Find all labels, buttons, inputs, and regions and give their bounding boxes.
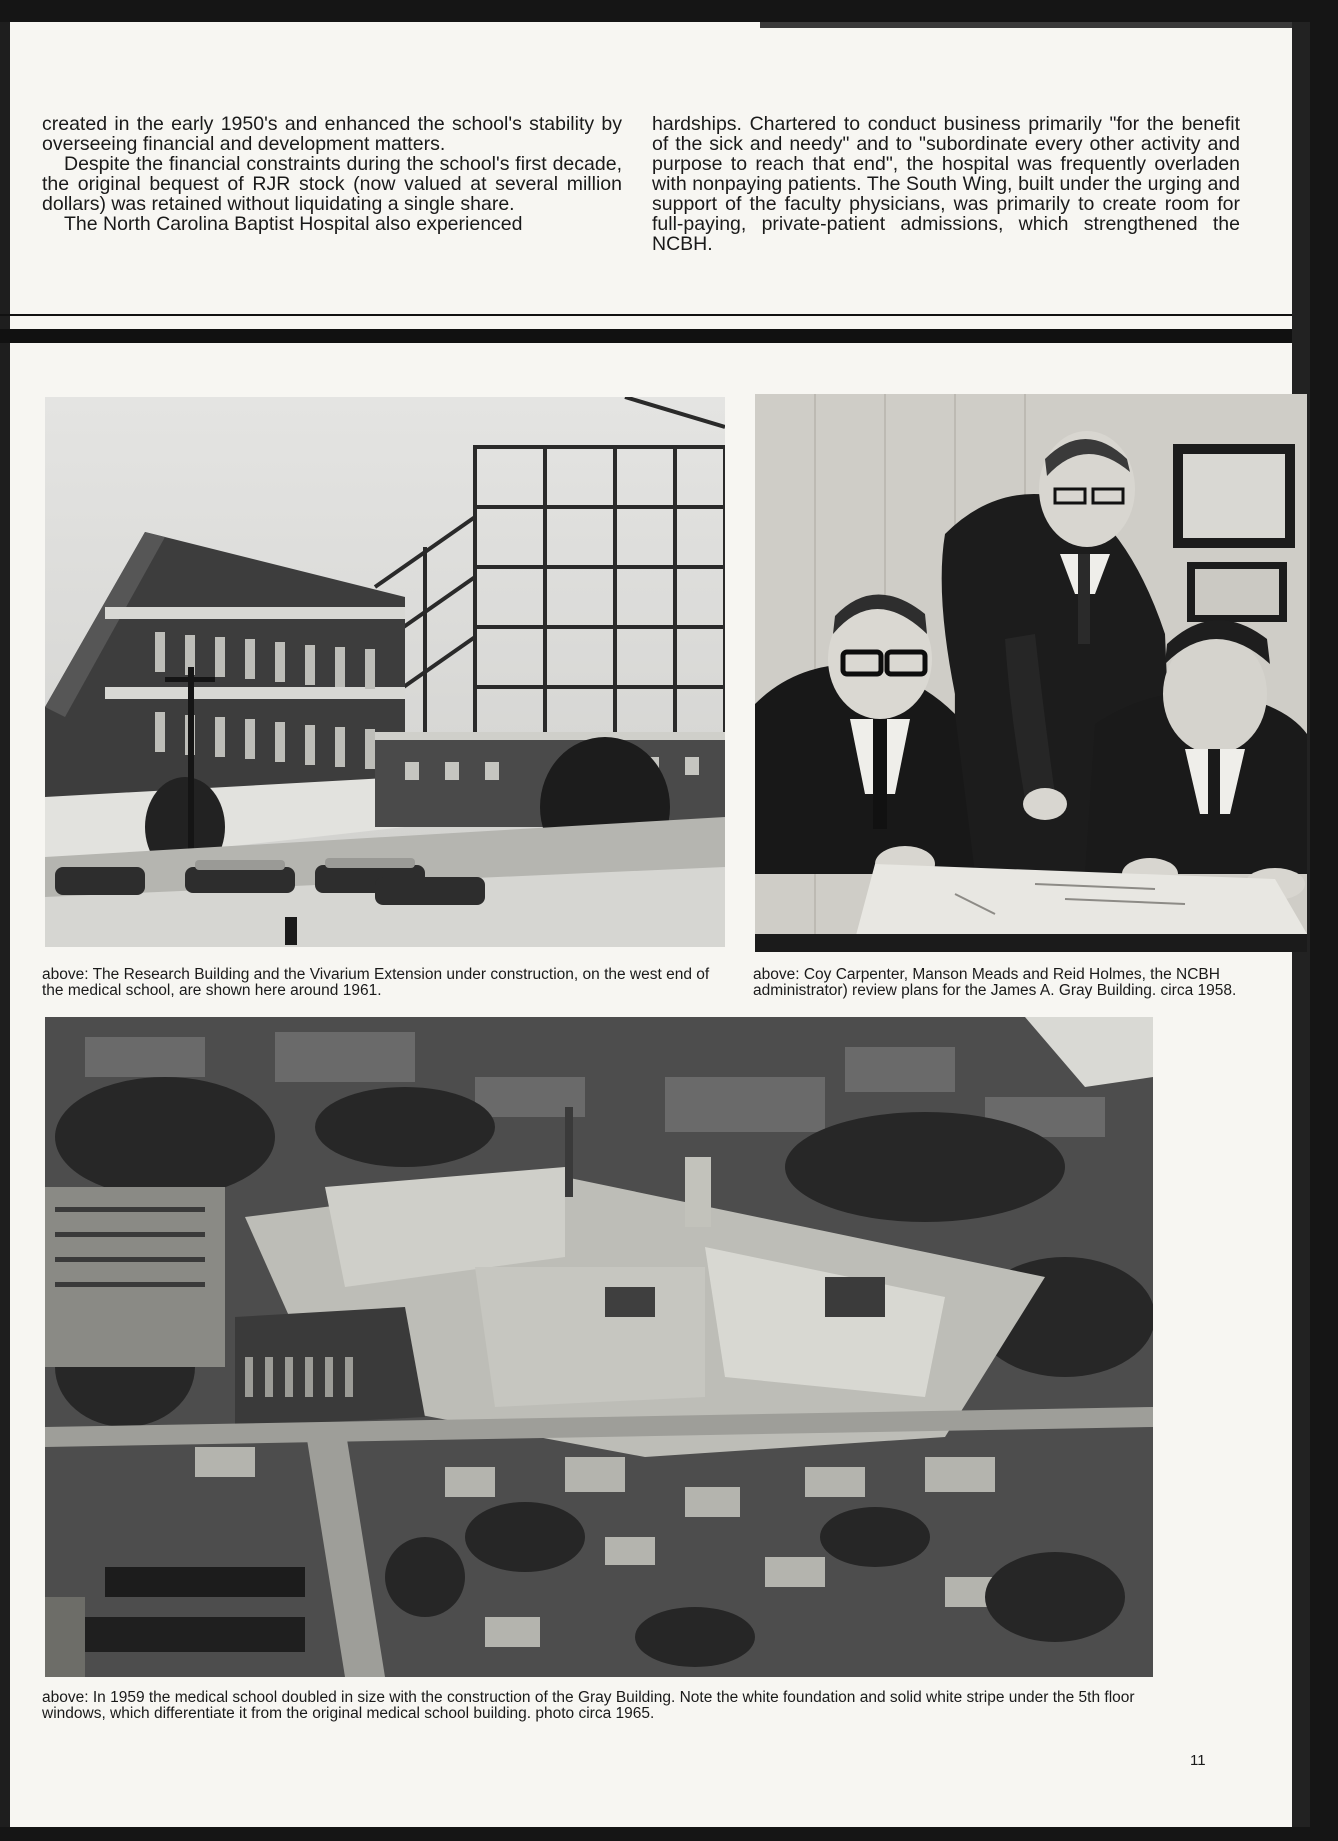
divider-bar	[0, 329, 1292, 343]
caption-research-building: above: The Research Building and the Vivarium Extension under construction, on the west end of the medical school, are shown here around 1961.	[42, 966, 710, 999]
construction-photo-illustration	[45, 397, 725, 947]
caption-aerial-view: above: In 1959 the medical school doubled in size with the construction of the Gray Building. Note the white foundation and solid white stripe under the 5th floor windows, which differentiate it from the original medical school building. photo circa 1965.	[42, 1689, 1135, 1722]
aerial-photo-illustration	[45, 1017, 1153, 1677]
paragraph: created in the early 1950's and enhanced the school's stability by overseeing financial and development matters.	[42, 113, 622, 155]
page-top-edge	[760, 22, 1310, 28]
photo-aerial-view	[45, 1017, 1153, 1677]
page-number: 11	[1190, 1752, 1206, 1769]
left-text-column	[42, 114, 622, 234]
paragraph: Despite the financial constraints during the school's first decade, the original bequest of RJR stock (now valued at several million dollars) was retained without liquidating a single share.	[42, 153, 622, 215]
divider-rule	[0, 314, 1292, 316]
right-text-column	[652, 114, 1240, 254]
caption-administrators: above: Coy Carpenter, Manson Meads and Reid Holmes, the NCBH administrator) review plans for the James A. Gray Building. circa 1958.	[753, 966, 1237, 999]
page-left-edge	[0, 22, 10, 1827]
paragraph: hardships. Chartered to conduct business primarily "for the benefit of the sick and needy" and to "subordinate every other activity and purpose to reach that end", the hospital was frequently overladen with nonpaying patients. The South Wing, built under the urging and support of the faculty physicians, was primarily to create room for full-paying, private-patient admissions, which strengthened the NCBH.	[652, 113, 1240, 255]
yearbook-page	[0, 22, 1310, 1827]
photo-administrators	[755, 394, 1307, 952]
paragraph: The North Carolina Baptist Hospital also experienced	[64, 213, 523, 235]
administrators-photo-illustration	[755, 394, 1307, 952]
photo-research-building	[45, 397, 725, 947]
